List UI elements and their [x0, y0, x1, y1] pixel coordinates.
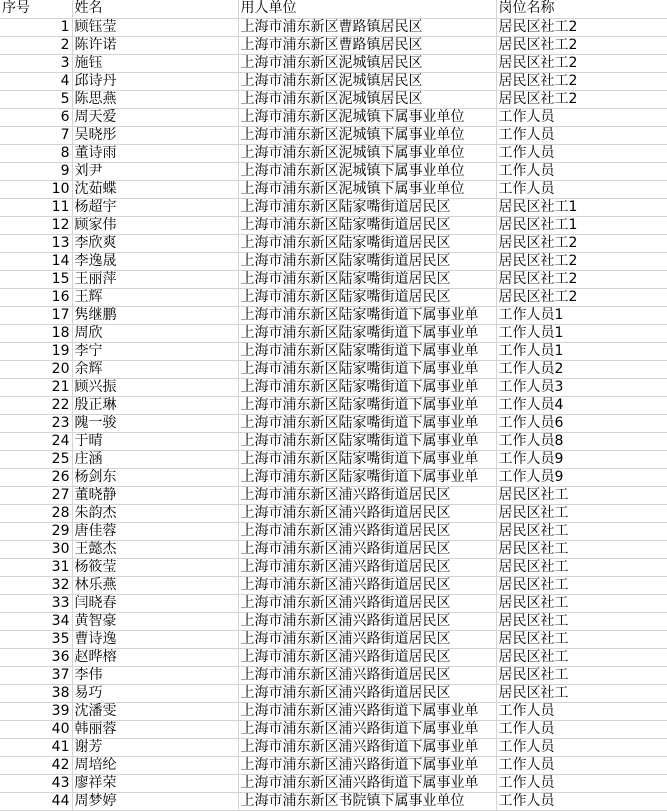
table-row	[0, 468, 667, 486]
cell-no[interactable]: 30	[0, 540, 72, 558]
header-row	[0, 0, 667, 18]
cell-no[interactable]: 7	[0, 126, 72, 144]
cell-unit[interactable]: 上海市浦东新区陆家嘴街道下属事业单	[238, 342, 496, 360]
cell-post[interactable]: 工作人员	[496, 162, 667, 180]
table-row	[0, 630, 667, 648]
cell-no[interactable]: 10	[0, 180, 72, 198]
cell-post[interactable]: 工作人员	[496, 792, 667, 810]
cell-no[interactable]: 41	[0, 738, 72, 756]
cell-unit[interactable]: 上海市浦东新区浦兴路街道下属事业单	[238, 738, 496, 756]
cell-name[interactable]: 韩丽蓉	[72, 720, 238, 738]
cell-no[interactable]: 42	[0, 756, 72, 774]
cell-name[interactable]: 廖祥荣	[72, 774, 238, 792]
table-row	[0, 558, 667, 576]
cell-name[interactable]: 王丽萍	[72, 270, 238, 288]
cell-no[interactable]: 3	[0, 54, 72, 72]
cell-unit[interactable]: 上海市浦东新区陆家嘴街道居民区	[238, 252, 496, 270]
table-row	[0, 522, 667, 540]
cell-name[interactable]: 吴晓彤	[72, 126, 238, 144]
cell-unit[interactable]: 上海市浦东新区泥城镇下属事业单位	[238, 144, 496, 162]
cell-no[interactable]: 1	[0, 18, 72, 36]
cell-no[interactable]: 9	[0, 162, 72, 180]
cell-unit[interactable]: 上海市浦东新区泥城镇下属事业单位	[238, 126, 496, 144]
table-row	[0, 612, 667, 630]
cell-no[interactable]: 12	[0, 216, 72, 234]
cell-post[interactable]: 居民区社工2	[496, 54, 667, 72]
cell-name[interactable]: 刘尹	[72, 162, 238, 180]
cell-unit[interactable]: 上海市浦东新区浦兴路街道下属事业单	[238, 720, 496, 738]
cell-name[interactable]: 黄智豪	[72, 612, 238, 630]
table-row	[0, 18, 667, 36]
cell-unit[interactable]: 上海市浦东新区浦兴路街道居民区	[238, 666, 496, 684]
table-row	[0, 504, 667, 522]
cell-post[interactable]: 居民区社工2	[496, 270, 667, 288]
cell-post[interactable]: 居民区社工2	[496, 18, 667, 36]
cell-unit[interactable]: 上海市浦东新区陆家嘴街道居民区	[238, 198, 496, 216]
cell-post[interactable]: 居民区社工	[496, 612, 667, 630]
cell-no[interactable]: 21	[0, 378, 72, 396]
cell-post[interactable]: 工作人员1	[496, 324, 667, 342]
cell-unit[interactable]: 上海市浦东新区泥城镇居民区	[238, 54, 496, 72]
cell-no[interactable]: 33	[0, 594, 72, 612]
table-row	[0, 756, 667, 774]
cell-name[interactable]: 隽继鹏	[72, 306, 238, 324]
cell-unit[interactable]: 上海市浦东新区浦兴路街道下属事业单	[238, 756, 496, 774]
table-row	[0, 576, 667, 594]
cell-name[interactable]: 董晓静	[72, 486, 238, 504]
cell-post[interactable]: 工作人员	[496, 144, 667, 162]
cell-name[interactable]: 周欣	[72, 324, 238, 342]
cell-name[interactable]: 殷正琳	[72, 396, 238, 414]
cell-post[interactable]: 工作人员	[496, 774, 667, 792]
cell-unit[interactable]: 上海市浦东新区陆家嘴街道下属事业单	[238, 468, 496, 486]
table-row	[0, 144, 667, 162]
table-row	[0, 540, 667, 558]
cell-no[interactable]: 25	[0, 450, 72, 468]
cell-unit[interactable]: 上海市浦东新区浦兴路街道居民区	[238, 684, 496, 702]
table-row	[0, 594, 667, 612]
cell-unit[interactable]: 上海市浦东新区浦兴路街道居民区	[238, 594, 496, 612]
cell-unit[interactable]: 上海市浦东新区陆家嘴街道下属事业单	[238, 324, 496, 342]
cell-post[interactable]: 工作人员	[496, 180, 667, 198]
cell-post[interactable]: 居民区社工	[496, 684, 667, 702]
cell-no[interactable]: 24	[0, 432, 72, 450]
cell-name[interactable]: 顾家伟	[72, 216, 238, 234]
cell-unit[interactable]: 上海市浦东新区陆家嘴街道下属事业单	[238, 378, 496, 396]
cell-unit[interactable]: 上海市浦东新区泥城镇居民区	[238, 90, 496, 108]
cell-name[interactable]: 朱韵杰	[72, 504, 238, 522]
cell-unit[interactable]: 上海市浦东新区陆家嘴街道居民区	[238, 270, 496, 288]
table-row	[0, 648, 667, 666]
cell-name[interactable]: 李欣爽	[72, 234, 238, 252]
cell-post[interactable]: 工作人员8	[496, 432, 667, 450]
table-row	[0, 108, 667, 126]
cell-post[interactable]: 工作人员	[496, 126, 667, 144]
cell-no[interactable]: 11	[0, 198, 72, 216]
cell-name[interactable]: 周天爱	[72, 108, 238, 126]
cell-name[interactable]: 沈潘雯	[72, 702, 238, 720]
cell-no[interactable]: 27	[0, 486, 72, 504]
cell-name[interactable]: 顾兴振	[72, 378, 238, 396]
cell-post[interactable]: 居民区社工	[496, 540, 667, 558]
cell-post[interactable]: 居民区社工1	[496, 198, 667, 216]
cell-unit[interactable]: 上海市浦东新区泥城镇居民区	[238, 72, 496, 90]
cell-unit[interactable]: 上海市浦东新区陆家嘴街道居民区	[238, 288, 496, 306]
cell-name[interactable]: 王懿杰	[72, 540, 238, 558]
table-row	[0, 324, 667, 342]
table-row	[0, 162, 667, 180]
header-cell-unit[interactable]: 用人单位	[238, 0, 496, 18]
cell-name[interactable]: 周培纶	[72, 756, 238, 774]
cell-unit[interactable]: 上海市浦东新区陆家嘴街道居民区	[238, 234, 496, 252]
cell-name[interactable]: 李宁	[72, 342, 238, 360]
cell-post[interactable]: 居民区社工	[496, 594, 667, 612]
cell-name[interactable]: 杨剑东	[72, 468, 238, 486]
cell-name[interactable]: 邱诗丹	[72, 72, 238, 90]
cell-unit[interactable]: 上海市浦东新区浦兴路街道居民区	[238, 558, 496, 576]
cell-name[interactable]: 顾钰莹	[72, 18, 238, 36]
table-row	[0, 72, 667, 90]
cell-no[interactable]: 37	[0, 666, 72, 684]
cell-unit[interactable]: 上海市浦东新区泥城镇下属事业单位	[238, 108, 496, 126]
cell-name[interactable]: 杨筱莹	[72, 558, 238, 576]
cell-no[interactable]: 4	[0, 72, 72, 90]
cell-no[interactable]: 28	[0, 504, 72, 522]
cell-post[interactable]: 工作人员	[496, 738, 667, 756]
cell-no[interactable]: 2	[0, 36, 72, 54]
cell-post[interactable]: 居民区社工	[496, 558, 667, 576]
cell-name[interactable]: 杨超宇	[72, 198, 238, 216]
cell-post[interactable]: 居民区社工	[496, 522, 667, 540]
table-row	[0, 90, 667, 108]
cell-no[interactable]: 32	[0, 576, 72, 594]
table-row	[0, 216, 667, 234]
cell-post[interactable]: 工作人员1	[496, 342, 667, 360]
table-row	[0, 342, 667, 360]
cell-no[interactable]: 39	[0, 702, 72, 720]
cell-post[interactable]: 工作人员9	[496, 450, 667, 468]
cell-no[interactable]: 8	[0, 144, 72, 162]
cell-post[interactable]: 工作人员6	[496, 414, 667, 432]
cell-name[interactable]: 闫晓春	[72, 594, 238, 612]
cell-post[interactable]: 居民区社工2	[496, 72, 667, 90]
cell-name[interactable]: 陈许诺	[72, 36, 238, 54]
cell-unit[interactable]: 上海市浦东新区浦兴路街道居民区	[238, 486, 496, 504]
cell-post[interactable]: 居民区社工	[496, 504, 667, 522]
cell-no[interactable]: 29	[0, 522, 72, 540]
cell-unit[interactable]: 上海市浦东新区陆家嘴街道下属事业单	[238, 360, 496, 378]
table-row	[0, 666, 667, 684]
cell-no[interactable]: 36	[0, 648, 72, 666]
cell-name[interactable]: 周梦婷	[72, 792, 238, 810]
cell-no[interactable]: 38	[0, 684, 72, 702]
header-cell-name[interactable]: 姓名	[72, 0, 238, 18]
table-row	[0, 126, 667, 144]
cell-name[interactable]: 易巧	[72, 684, 238, 702]
table-row	[0, 738, 667, 756]
cell-no[interactable]: 23	[0, 414, 72, 432]
cell-no[interactable]: 5	[0, 90, 72, 108]
cell-name[interactable]: 曹诗逸	[72, 630, 238, 648]
cell-no[interactable]: 26	[0, 468, 72, 486]
table-row	[0, 414, 667, 432]
cell-unit[interactable]: 上海市浦东新区书院镇下属事业单位	[238, 792, 496, 810]
cell-unit[interactable]: 上海市浦东新区陆家嘴街道下属事业单	[238, 414, 496, 432]
cell-name[interactable]: 唐佳蓉	[72, 522, 238, 540]
cell-post[interactable]: 工作人员3	[496, 378, 667, 396]
cell-unit[interactable]: 上海市浦东新区浦兴路街道居民区	[238, 630, 496, 648]
cell-post[interactable]: 居民区社工	[496, 486, 667, 504]
cell-post[interactable]: 居民区社工	[496, 576, 667, 594]
cell-post[interactable]: 工作人员2	[496, 360, 667, 378]
table-row	[0, 360, 667, 378]
table-row	[0, 378, 667, 396]
cell-name[interactable]: 余辉	[72, 360, 238, 378]
cell-unit[interactable]: 上海市浦东新区曹路镇居民区	[238, 36, 496, 54]
cell-unit[interactable]: 上海市浦东新区浦兴路街道下属事业单	[238, 774, 496, 792]
cell-no[interactable]: 17	[0, 306, 72, 324]
cell-unit[interactable]: 上海市浦东新区浦兴路街道居民区	[238, 648, 496, 666]
cell-unit[interactable]: 上海市浦东新区泥城镇下属事业单位	[238, 180, 496, 198]
cell-post[interactable]: 居民区社工2	[496, 36, 667, 54]
cell-unit[interactable]: 上海市浦东新区陆家嘴街道下属事业单	[238, 450, 496, 468]
cell-name[interactable]: 李逸晟	[72, 252, 238, 270]
table-row	[0, 180, 667, 198]
cell-unit[interactable]: 上海市浦东新区陆家嘴街道下属事业单	[238, 306, 496, 324]
table-row	[0, 450, 667, 468]
table-row	[0, 288, 667, 306]
cell-name[interactable]: 王辉	[72, 288, 238, 306]
cell-post[interactable]: 工作人员1	[496, 306, 667, 324]
cell-no[interactable]: 13	[0, 234, 72, 252]
cell-name[interactable]: 董诗雨	[72, 144, 238, 162]
cell-unit[interactable]: 上海市浦东新区陆家嘴街道居民区	[238, 216, 496, 234]
cell-no[interactable]: 31	[0, 558, 72, 576]
table-row	[0, 684, 667, 702]
table-row	[0, 702, 667, 720]
cell-name[interactable]: 于晴	[72, 432, 238, 450]
cell-post[interactable]: 工作人员	[496, 108, 667, 126]
cell-no[interactable]: 34	[0, 612, 72, 630]
table-row	[0, 486, 667, 504]
cell-name[interactable]: 赵晔榕	[72, 648, 238, 666]
cell-name[interactable]: 庄涵	[72, 450, 238, 468]
table-row	[0, 270, 667, 288]
cell-no[interactable]: 16	[0, 288, 72, 306]
cell-post[interactable]: 居民区社工2	[496, 234, 667, 252]
cell-name[interactable]: 林乐燕	[72, 576, 238, 594]
table-row	[0, 198, 667, 216]
cell-name[interactable]: 隗一骏	[72, 414, 238, 432]
cell-unit[interactable]: 上海市浦东新区浦兴路街道居民区	[238, 504, 496, 522]
cell-post[interactable]: 居民区社工2	[496, 252, 667, 270]
table-row	[0, 234, 667, 252]
cell-no[interactable]: 22	[0, 396, 72, 414]
cell-no[interactable]: 20	[0, 360, 72, 378]
cell-post[interactable]: 居民区社工1	[496, 216, 667, 234]
cell-post[interactable]: 居民区社工2	[496, 288, 667, 306]
cell-post[interactable]: 工作人员	[496, 702, 667, 720]
cell-post[interactable]: 工作人员	[496, 720, 667, 738]
table-row	[0, 252, 667, 270]
cell-unit[interactable]: 上海市浦东新区泥城镇下属事业单位	[238, 162, 496, 180]
cell-unit[interactable]: 上海市浦东新区曹路镇居民区	[238, 18, 496, 36]
table-row	[0, 774, 667, 792]
cell-post[interactable]: 居民区社工	[496, 630, 667, 648]
table-row	[0, 396, 667, 414]
cell-name[interactable]: 施钰	[72, 54, 238, 72]
table-row	[0, 306, 667, 324]
cell-post[interactable]: 居民区社工	[496, 648, 667, 666]
cell-no[interactable]: 15	[0, 270, 72, 288]
cell-no[interactable]: 14	[0, 252, 72, 270]
cell-unit[interactable]: 上海市浦东新区浦兴路街道下属事业单	[238, 702, 496, 720]
cell-post[interactable]: 居民区社工	[496, 666, 667, 684]
table-row	[0, 720, 667, 738]
header-cell-post[interactable]: 岗位名称	[496, 0, 667, 18]
table-row	[0, 54, 667, 72]
cell-unit[interactable]: 上海市浦东新区浦兴路街道居民区	[238, 540, 496, 558]
cell-no[interactable]: 18	[0, 324, 72, 342]
cell-name[interactable]: 陈思燕	[72, 90, 238, 108]
cell-no[interactable]: 19	[0, 342, 72, 360]
cell-name[interactable]: 李伟	[72, 666, 238, 684]
cell-post[interactable]: 工作人员	[496, 756, 667, 774]
header-cell-no[interactable]: 序号	[0, 0, 72, 18]
cell-post[interactable]: 居民区社工2	[496, 90, 667, 108]
cell-no[interactable]: 44	[0, 792, 72, 810]
cell-post[interactable]: 工作人员9	[496, 468, 667, 486]
cell-unit[interactable]: 上海市浦东新区陆家嘴街道下属事业单	[238, 396, 496, 414]
cell-unit[interactable]: 上海市浦东新区浦兴路街道居民区	[238, 576, 496, 594]
cell-post[interactable]: 工作人员4	[496, 396, 667, 414]
table-row	[0, 432, 667, 450]
cell-name[interactable]: 沈茹蝶	[72, 180, 238, 198]
cell-no[interactable]: 40	[0, 720, 72, 738]
cell-unit[interactable]: 上海市浦东新区陆家嘴街道下属事业单	[238, 432, 496, 450]
table-row	[0, 36, 667, 54]
table-row	[0, 792, 667, 810]
cell-name[interactable]: 谢芳	[72, 738, 238, 756]
cell-no[interactable]: 43	[0, 774, 72, 792]
cell-unit[interactable]: 上海市浦东新区浦兴路街道居民区	[238, 612, 496, 630]
cell-unit[interactable]: 上海市浦东新区浦兴路街道居民区	[238, 522, 496, 540]
cell-no[interactable]: 35	[0, 630, 72, 648]
cell-no[interactable]: 6	[0, 108, 72, 126]
